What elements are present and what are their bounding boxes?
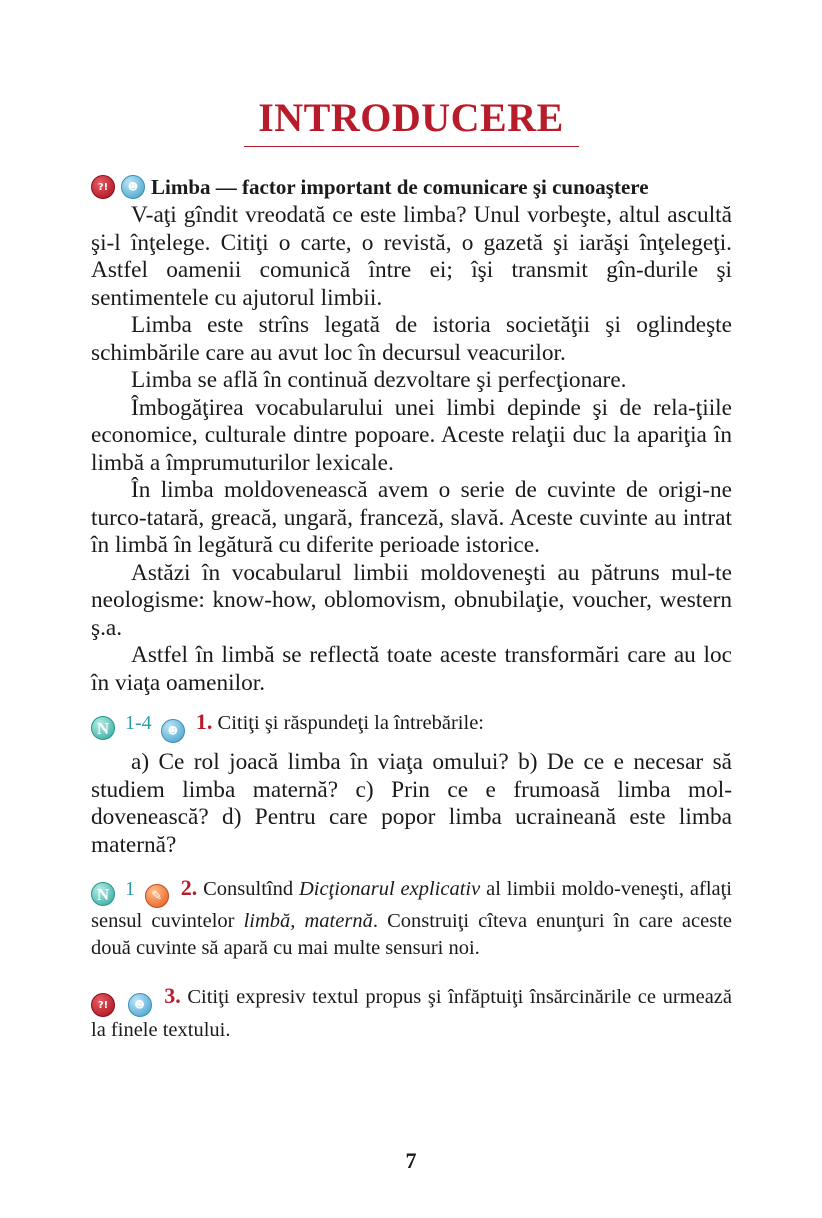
paragraph: Limba se află în continuă dezvoltare şi perfecţionare. [131, 367, 627, 393]
exercise-text: . Construiţi cîteva enunţuri în care aceste două cuvinte să apară cu mai multe sensuri noi. [91, 910, 732, 959]
dictionary-title: Dicţionarul explicativ [299, 878, 481, 900]
section-heading [91, 172, 732, 202]
exercise-instruction: Citiţi şi răspundeţi la întrebările: [217, 712, 484, 734]
paragraph: Îmbogăţirea vocabularului unei limbi depinde şi de rela-ţiile economice, culturale dintre popoare. Aceste relaţii duc la apariţia în limbă a împrumuturilor lexicale. [91, 394, 732, 476]
n-badge-icon: N [91, 882, 115, 906]
exercise-1-head [91, 709, 732, 743]
paragraph: Astăzi în vocabularul limbii moldoveneşti au pătruns mul-te neologisme: know-how, oblomovism, obnubilaţie, voucher, western ş.a. [91, 559, 732, 641]
exercise-3 [91, 983, 732, 1044]
page-title: INTRODUCERE [258, 95, 564, 140]
paragraph: Astfel în limbă se reflectă toate aceste transformări care au loc în viaţa oamenilor. [91, 642, 732, 696]
page-content [91, 172, 732, 1044]
paragraph: Limba este strîns legată de istoria societăţii şi oglindeşte schimbările care au avut loc în decursul veacurilor. [91, 312, 732, 366]
exercise-ref: 1 [125, 878, 135, 900]
pencil-icon: ✎ [145, 884, 169, 908]
exercise-number: 3. [164, 983, 181, 1008]
exercise-text: al limbii moldo-veneşti, aflaţi sensul cuvintelor [91, 878, 733, 932]
n-badge-icon: N [91, 716, 115, 740]
group-discussion-icon: ☻ [128, 993, 152, 1017]
exercise-1 [91, 709, 732, 859]
question-exclamation-icon: ?! [91, 175, 115, 199]
page-number: 7 [405, 1148, 417, 1173]
exercise-2 [91, 875, 732, 961]
exercise-number: 1. [195, 709, 213, 734]
paragraph: În limba moldovenească avem o serie de cuvinte de origi-ne turco-tatară, greacă, ungară, franceză, slavă. Aceste cuvinte au intrat în limbă în legătură cu diferite perioade istorice. [91, 477, 732, 558]
exercise-3-text [91, 983, 732, 1044]
question-exclamation-icon: ?! [91, 993, 115, 1017]
section-heading-text: Limba — factor important de comunicare şi cunoaştere [151, 175, 649, 199]
group-discussion-icon: ☻ [161, 719, 185, 743]
exercise-2-text [91, 875, 732, 961]
exercise-text: Citiţi expresiv textul propus şi înfăptuiţi însărcinările ce urmează la finele textului. [91, 986, 733, 1041]
paragraph: V-aţi gîndit vreodată ce este limba? Unul vorbeşte, altul ascultă şi-l înţelege. Citiţi o carte, o revistă, o gazetă şi iarăşi înţelegeţi. Astfel oamenii comunică între ei; îşi transmit gîn-durile şi sentimentele cu ajutorul limbii. [91, 202, 732, 311]
exercise-1-body: a) Ce rol joacă limba în viaţa omului? b) De ce e necesar să studiem limba maternă? c) Prin ce e frumoasă limba mol-dovenească? d) Pentru care popor limba ucraineană este limba maternă? [91, 749, 732, 858]
group-discussion-icon: ☻ [121, 175, 145, 199]
exercise-number: 2. [180, 875, 198, 900]
title-underline [244, 146, 579, 147]
exercise-words: limbă, maternă [243, 910, 373, 932]
exercise-text: Consultînd [203, 878, 299, 900]
exercise-ref: 1-4 [125, 712, 152, 734]
